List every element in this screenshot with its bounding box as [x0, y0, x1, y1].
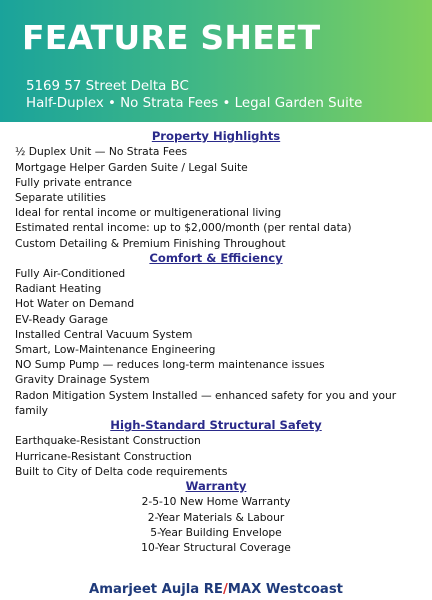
header-banner — [0, 0, 432, 122]
list-item: 5-Year Building Envelope — [150, 525, 282, 539]
list-item: Gravity Drainage System — [15, 373, 150, 387]
list-item: Separate utilities — [15, 190, 106, 204]
list-item: Mortgage Helper Garden Suite / Legal Suite — [15, 160, 248, 174]
list-item: Estimated rental income: up to $2,000/month (per rental data) — [15, 221, 352, 235]
list-item: Hot Water on Demand — [15, 297, 135, 311]
list-item: 10-Year Structural Coverage — [141, 540, 291, 554]
section-title-structural: High-Standard Structural Safety — [110, 418, 322, 432]
list-item: Hurricane-Resistant Construction — [15, 449, 192, 463]
list-item: Installed Central Vacuum System — [15, 327, 193, 341]
list-item: Built to City of Delta code requirements — [15, 464, 228, 478]
list-item: Radon Mitigation System Installed — enhanced safety for you and your family — [15, 388, 397, 417]
list-item: Fully private entrance — [15, 175, 132, 189]
property-tagline: Half-Duplex • No Strata Fees • Legal Garden Suite — [26, 96, 363, 111]
section-title-warranty: Warranty — [185, 478, 247, 493]
list-item: ½ Duplex Unit — No Strata Fees — [15, 145, 188, 159]
property-address: 5169 57 Street Delta BC — [26, 79, 189, 94]
list-item: Ideal for rental income or multigenerational living — [15, 206, 282, 220]
feature-list — [0, 129, 432, 555]
list-item: 2-Year Materials & Labour — [147, 510, 285, 524]
list-item: NO Sump Pump — reduces long-term maintenance issues — [15, 358, 325, 372]
brand-slash: / — [222, 582, 228, 597]
list-item: Fully Air-Conditioned — [15, 267, 126, 281]
list-item: Custom Detailing & Premium Finishing Throughout — [15, 236, 286, 250]
list-item: EV-Ready Garage — [15, 312, 109, 326]
section-title-highlights: Property Highlights — [151, 129, 281, 143]
list-item: Earthquake-Resistant Construction — [15, 434, 201, 448]
agent-signature — [0, 582, 432, 597]
section-title-comfort: Comfort & Efficiency — [149, 250, 283, 265]
list-item: 2-5-10 New Home Warranty — [141, 495, 291, 509]
brokerage-name: MAX Westcoast — [227, 582, 343, 597]
list-item: Radiant Heating — [15, 282, 102, 296]
list-item: Smart, Low-Maintenance Engineering — [15, 343, 216, 357]
page-title: FEATURE SHEET — [22, 18, 321, 57]
agent-name: Amarjeet Aujla RE — [89, 582, 223, 597]
